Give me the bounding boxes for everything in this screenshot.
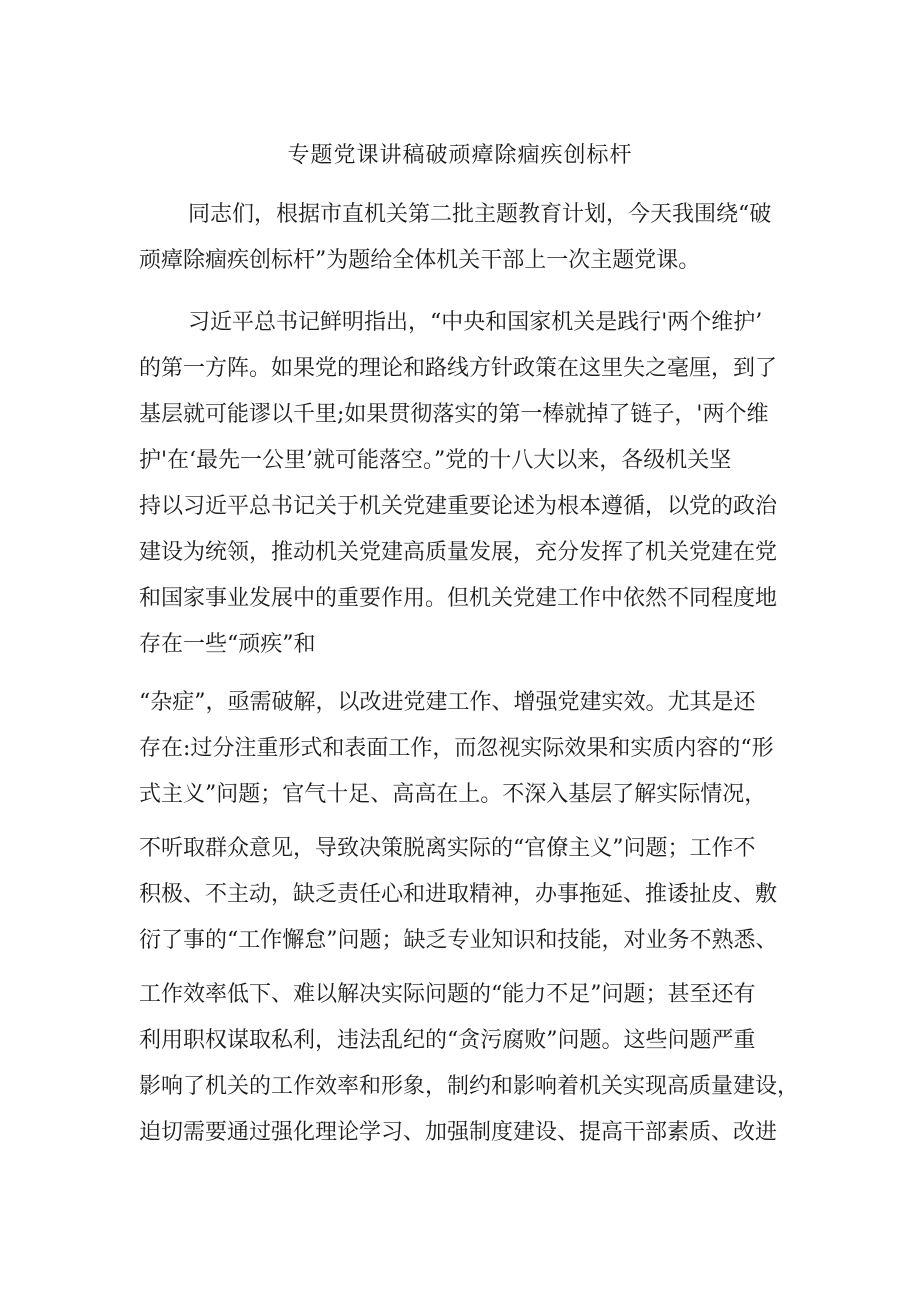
- paragraph-line: 存在:过分注重形式和表面工作，而忽视实际效果和实质内容的“形: [139, 736, 774, 761]
- paragraph-line: 基层就可能谬以千里;如果贯彻落实的第一棒就掉了链子，'两个维: [139, 402, 769, 427]
- paragraph-line: 建设为统领，推动机关党建高质量发展，充分发挥了机关党建在党: [139, 540, 778, 565]
- paragraph-line: 不听取群众意见，导致决策脱离实际的“官僚主义”问题；工作不: [139, 836, 756, 861]
- paragraph-line: 顽瘴除痼疾创标杆”为题给全体机关干部上一次主题党课。: [139, 248, 701, 273]
- paragraph-line: 存在一些“顽疾”和: [139, 632, 316, 657]
- paragraph-line: “杂症”，亟需破解，以改进党建工作、增强党建实效。尤其是还: [139, 690, 756, 715]
- paragraph-line: 习近平总书记鲜明指出，“中央和国家机关是践行'两个维护’: [188, 310, 763, 335]
- paragraph-line: 持以习近平总书记关于机关党建重要论述为根本遵循，以党的政治: [139, 494, 778, 519]
- paragraph-line: 的第一方阵。如果党的理论和路线方针政策在这里失之毫厘，到了: [139, 356, 778, 381]
- paragraph-line: 同志们，根据市直机关第二批主题教育计划，今天我围绕“破: [188, 202, 772, 227]
- paragraph-line: 影响了机关的工作效率和形象，制约和影响着机关实现高质量建设，: [139, 1074, 800, 1099]
- paragraph-line: 式主义”问题；官气十足、高高在上。不深入基层了解实际情况，: [139, 782, 767, 807]
- paragraph-line: 工作效率低下、难以解决实际问题的“能力不足”问题；甚至还有: [139, 982, 756, 1007]
- document-title: 专题党课讲稿破顽瘴除痼疾创标杆: [287, 143, 633, 168]
- paragraph-line: 利用职权谋取私利，违法乱纪的“贪污腐败”问题。这些问题严重: [139, 1028, 756, 1053]
- paragraph-line: 迫切需要通过强化理论学习、加强制度建设、提高干部素质、改进: [139, 1120, 778, 1145]
- paragraph-line: 和国家事业发展中的重要作用。但机关党建工作中依然不同程度地: [139, 586, 778, 611]
- paragraph-line: 衍了事的“工作懈怠”问题；缺乏专业知识和技能，对业务不熟悉、: [139, 928, 778, 953]
- paragraph-line: 积极、不主动，缺乏责任心和进取精神，办事拖延、推诿扯皮、敷: [139, 882, 778, 907]
- paragraph-line: 护'在‘最先一公里’就可能落空。”党的十八大以来，各级机关坚: [139, 448, 732, 473]
